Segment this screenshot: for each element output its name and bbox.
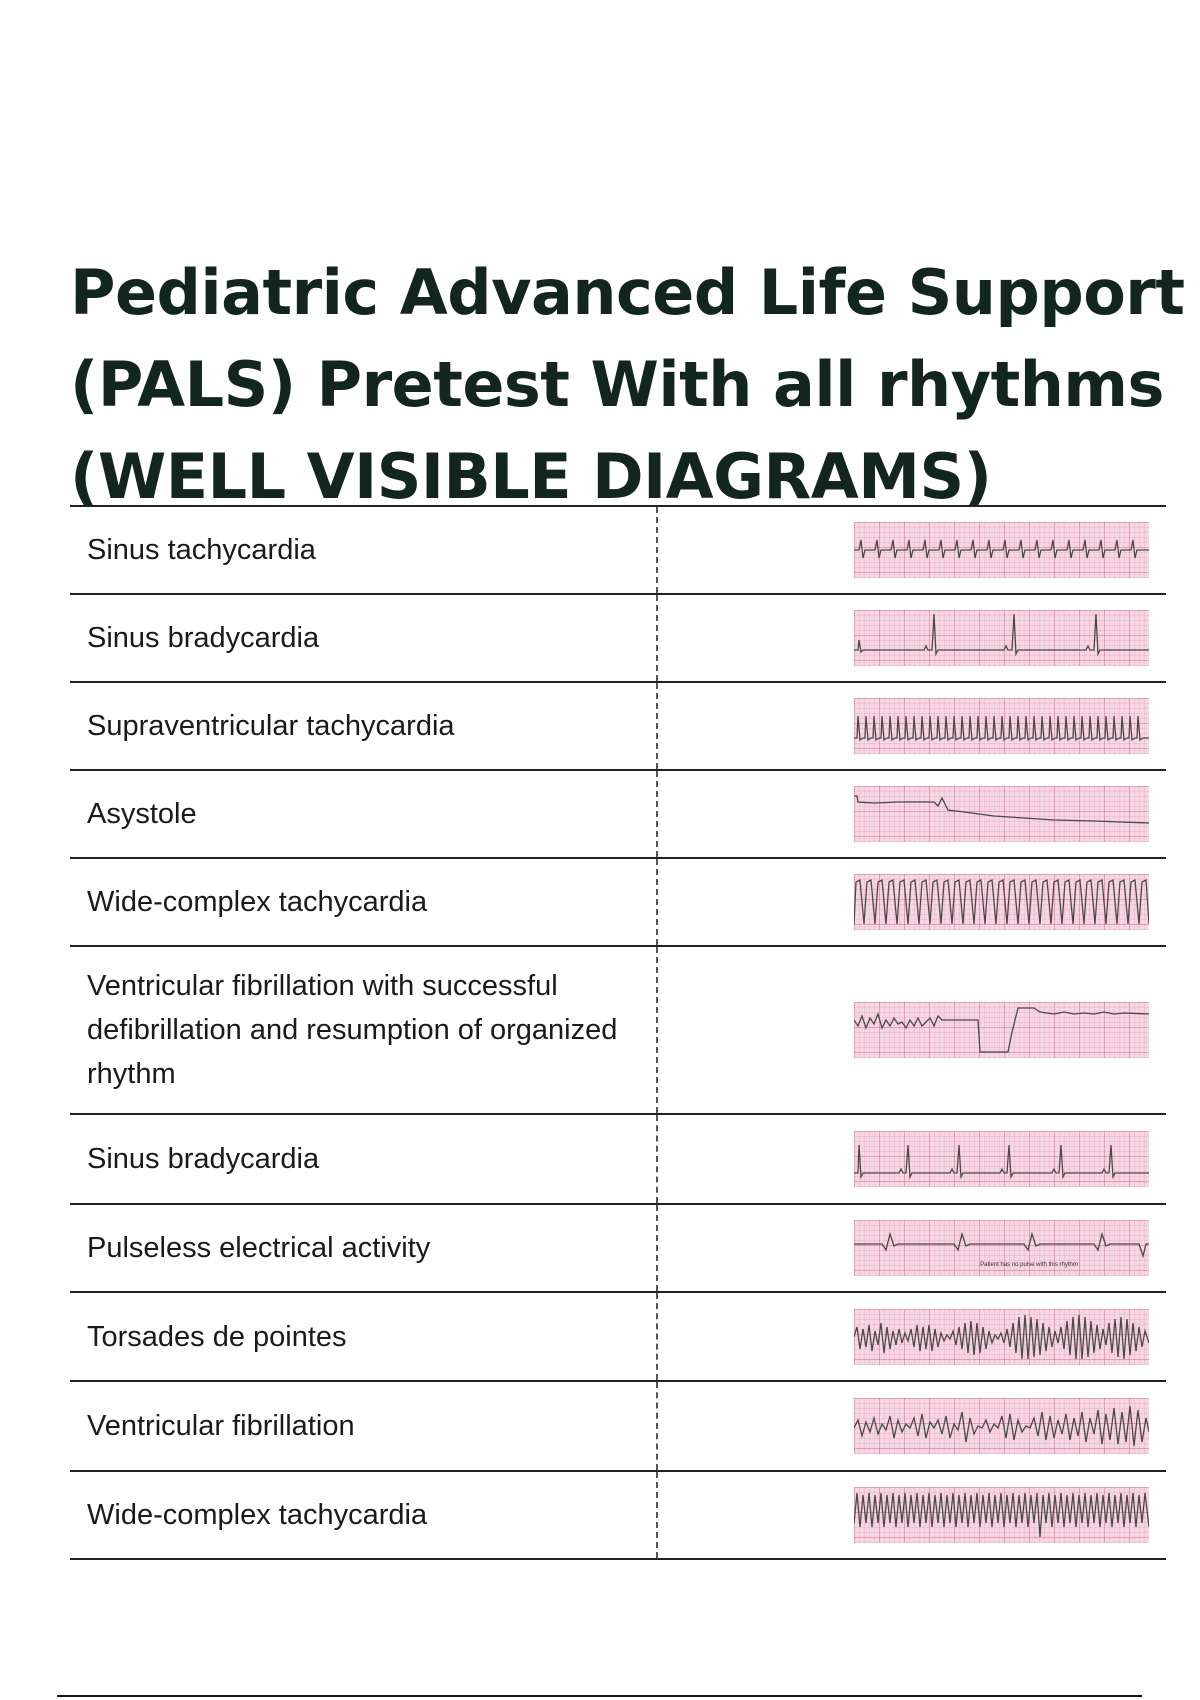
rhythm-name: Sinus tachycardia: [70, 506, 657, 594]
sinus-bradycardia-ecg-icon: [854, 610, 1149, 666]
table-row: [70, 770, 1166, 858]
table-row: [70, 1292, 1166, 1381]
table-row: [70, 682, 1166, 770]
rhythm-name: Ventricular fibrillation with successful defibrillation and resumption of organized rhythm: [70, 946, 657, 1114]
table-row: [70, 1471, 1166, 1559]
sinus-tachycardia-ecg-icon: [854, 522, 1149, 578]
rhythm-name: Supraventricular tachycardia: [70, 682, 657, 770]
table-row: [70, 1114, 1166, 1204]
wide-complex-tachycardia-ecg-icon: [854, 1487, 1149, 1543]
rhythm-name: Wide-complex tachycardia: [70, 858, 657, 946]
asystole-ecg-icon: [854, 786, 1149, 842]
torsades-ecg-icon: [854, 1309, 1149, 1365]
rhythm-name: Pulseless electrical activity: [70, 1204, 657, 1292]
rhythm-name: Asystole: [70, 770, 657, 858]
rhythm-name: Torsades de pointes: [70, 1292, 657, 1381]
title-line-1: Pediatric Advanced Life Support: [70, 255, 1185, 329]
rhythm-name: Sinus bradycardia: [70, 1114, 657, 1204]
wide-complex-tachycardia-ecg-icon: [854, 874, 1149, 930]
footer-divider: [57, 1695, 1142, 1697]
rhythm-name: Sinus bradycardia: [70, 594, 657, 682]
table-row: [70, 1381, 1166, 1471]
pea-ecg-icon: [854, 1220, 1149, 1276]
table-row: [70, 858, 1166, 946]
table-row: [70, 506, 1166, 594]
title-line-3: (WELL VISIBLE DIAGRAMS): [70, 439, 992, 513]
sinus-bradycardia-ecg-icon: [854, 1131, 1149, 1187]
page-title: [70, 247, 1185, 523]
vf-ecg-icon: [854, 1398, 1149, 1454]
table-row: [70, 1204, 1166, 1292]
svt-ecg-icon: [854, 698, 1149, 754]
table-row: [70, 594, 1166, 682]
rhythm-name: Wide-complex tachycardia: [70, 1471, 657, 1559]
rhythm-name: Ventricular fibrillation: [70, 1381, 657, 1471]
vf-defibrillation-ecg-icon: [854, 1002, 1149, 1058]
rhythm-table: [70, 505, 1166, 1560]
table-row: [70, 946, 1166, 1114]
title-line-2: (PALS) Pretest With all rhythms: [70, 347, 1164, 421]
pea-trace-caption: Patient has no pulse with this rhythm: [980, 1262, 1078, 1268]
